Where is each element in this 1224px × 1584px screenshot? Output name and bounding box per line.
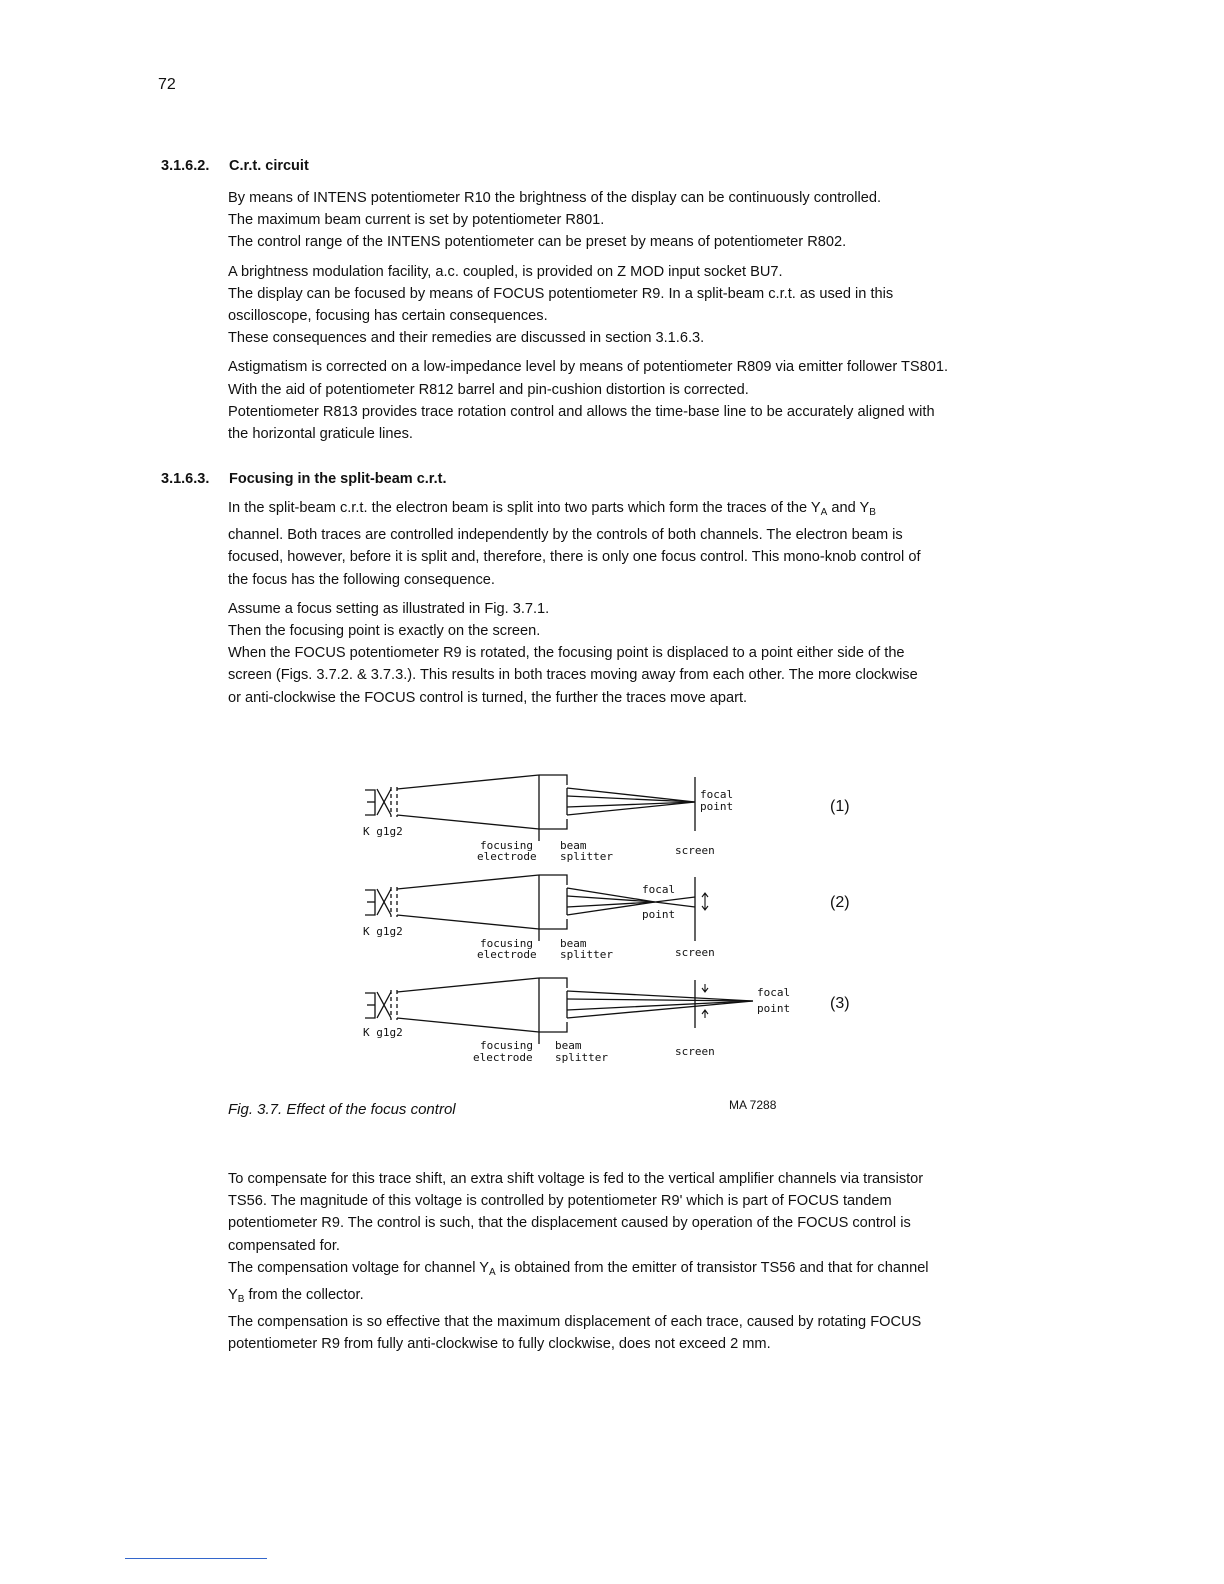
- text-line: Potentiometer R813 provides trace rotation control and allows the time-base line to be accurately aligned with: [228, 403, 935, 420]
- diagram-3: [363, 978, 850, 1064]
- diagram-2: [363, 875, 850, 961]
- text-line: the horizontal graticule lines.: [228, 426, 413, 443]
- text-fragment: and Y: [827, 500, 870, 516]
- text-line: With the aid of potentiometer R812 barrel and pin-cushion distortion is corrected.: [228, 381, 749, 398]
- diagram-number: (3): [830, 995, 850, 1012]
- text-line: The display can be focused by means of FOCUS potentiometer R9. In a split-beam c.r.t. as used in this: [228, 285, 894, 302]
- section-title: C.r.t. circuit: [229, 158, 309, 174]
- text-line: oscilloscope, focusing has certain consequences.: [228, 308, 548, 325]
- focal-label: focal: [757, 986, 791, 999]
- text-line: [228, 1284, 1088, 1311]
- text-line: The compensation is so effective that the maximum displacement of each trace, caused by rotating FOCUS: [228, 1314, 922, 1331]
- text-fragment: is obtained from the emitter of transistor TS56 and that for channel: [495, 1259, 929, 1276]
- electrode-label: electrode: [477, 850, 537, 863]
- text-line: [228, 1257, 1088, 1284]
- screen-label: screen: [675, 844, 715, 857]
- focusing-label: focusing: [480, 1039, 533, 1052]
- section-heading-focusing: [161, 471, 447, 487]
- screen-label: screen: [675, 946, 715, 959]
- splitter-label: splitter: [555, 1051, 608, 1064]
- beam-label: beam: [560, 937, 587, 950]
- text-line: To compensate for this trace shift, an extra shift voltage is fed to the vertical amplifier channels via transistor: [228, 1171, 924, 1187]
- text-line: channel. Both traces are controlled independently by the controls of both channels. The electron beam is: [228, 527, 903, 544]
- page-number: 72: [158, 76, 176, 93]
- section-heading-crt-circuit: [161, 158, 309, 174]
- cathode-grid-label: K g1g2: [363, 925, 403, 938]
- text-line: The maximum beam current is set by potentiometer R801.: [228, 212, 605, 229]
- text-fragment: In the split-beam c.r.t. the electron beam is split into two parts which form the traces of the Y: [228, 500, 821, 516]
- text-line: focused, however, before it is split and, therefore, there is only one focus control. This mono-knob control of: [228, 549, 921, 566]
- focus-effect-figure: [355, 765, 875, 1075]
- splitter-label: splitter: [560, 850, 613, 863]
- focal-label: focal: [642, 883, 676, 896]
- focusing-label: focusing: [480, 839, 533, 852]
- subscript: A: [488, 1266, 496, 1278]
- text-line: potentiometer R9 from fully anti-clockwise to fully clockwise, does not exceed 2 mm.: [228, 1336, 771, 1353]
- beam-label: beam: [560, 839, 587, 852]
- splitter-label: splitter: [560, 948, 613, 961]
- text-line: TS56. The magnitude of this voltage is controlled by potentiometer R9' which is part of FOCUS tandem: [228, 1193, 892, 1210]
- focusing-label: focusing: [480, 937, 533, 950]
- text-line: screen (Figs. 3.7.2. & 3.7.3.). This results in both traces moving away from each other. The more clockwise: [228, 667, 918, 684]
- text-line: Then the focusing point is exactly on the screen.: [228, 623, 541, 640]
- screen-label: screen: [675, 1045, 715, 1058]
- cathode-grid-label: K g1g2: [363, 1026, 403, 1039]
- text-line: By means of INTENS potentiometer R10 the brightness of the display can be continuously controlled.: [228, 190, 882, 206]
- diagram-1: [363, 775, 850, 863]
- diagram-number: (2): [830, 894, 850, 911]
- text-line: These consequences and their remedies are discussed in section 3.1.6.3.: [228, 330, 705, 347]
- beam-label: beam: [555, 1039, 582, 1052]
- figure-caption: Fig. 3.7. Effect of the focus control: [228, 1101, 456, 1118]
- text-fragment: The compensation voltage for channel Y: [228, 1259, 489, 1276]
- section-title: Focusing in the split-beam c.r.t.: [229, 471, 447, 487]
- section-number: 3.1.6.3.: [161, 471, 210, 487]
- subscript: B: [237, 1294, 245, 1306]
- text-line: The control range of the INTENS potentiometer can be preset by means of potentiometer R802.: [228, 234, 847, 251]
- text-line: When the FOCUS potentiometer R9 is rotated, the focusing point is displaced to a point either side of the: [228, 645, 905, 662]
- electrode-label: electrode: [477, 948, 537, 961]
- footer-rule: [125, 1558, 267, 1559]
- compensation-text: [228, 1168, 1088, 1356]
- text-line: compensated for.: [228, 1237, 340, 1254]
- point-label: point: [642, 908, 676, 921]
- text-line: Astigmatism is corrected on a low-impedance level by means of potentiometer R809 via emitter follower TS801.: [228, 359, 949, 376]
- text-line: [228, 497, 1088, 524]
- text-fragment: Y: [228, 1287, 238, 1304]
- text-fragment: from the collector.: [244, 1287, 364, 1304]
- focal-label: focal: [700, 788, 734, 801]
- text-line: Assume a focus setting as illustrated in Fig. 3.7.1.: [228, 600, 550, 617]
- section-body-focusing: [228, 497, 1088, 709]
- figure-code: MA 7288: [729, 1098, 777, 1112]
- cathode-grid-label: K g1g2: [363, 825, 403, 838]
- text-line: A brightness modulation facility, a.c. coupled, is provided on Z MOD input socket BU7.: [228, 263, 783, 280]
- crossover-shape: [377, 789, 391, 815]
- subscript: B: [869, 507, 876, 518]
- point-label: point: [700, 800, 734, 813]
- text-line: the focus has the following consequence.: [228, 571, 495, 588]
- point-label: point: [757, 1002, 791, 1015]
- text-line: potentiometer R9. The control is such, that the displacement caused by operation of the FOCUS control is: [228, 1215, 911, 1232]
- text-line: or anti-clockwise the FOCUS control is turned, the further the traces move apart.: [228, 689, 748, 706]
- electrode-label: electrode: [473, 1051, 533, 1064]
- section-body-crt-circuit: [228, 187, 1088, 445]
- subscript: A: [820, 507, 828, 518]
- section-number: 3.1.6.2.: [161, 158, 210, 174]
- diagram-number: (1): [830, 798, 850, 815]
